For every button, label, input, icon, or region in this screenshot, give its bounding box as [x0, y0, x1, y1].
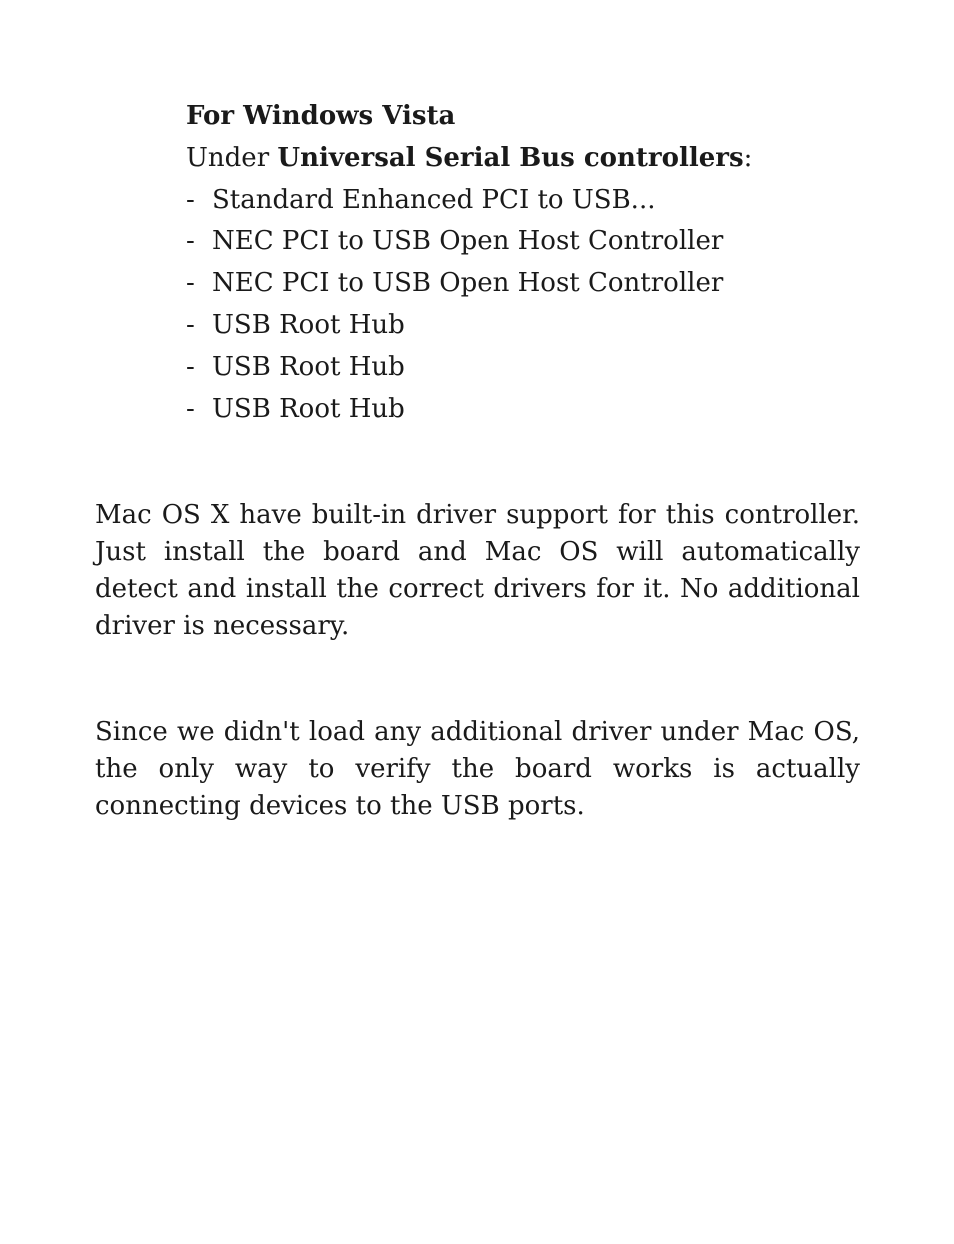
list-item-text: NEC PCI to USB Open Host Controller — [212, 268, 724, 299]
list-bullet: - — [186, 184, 195, 215]
list-item — [186, 347, 866, 389]
list-bullet: - — [186, 351, 195, 382]
list-bullet: - — [186, 226, 195, 257]
under-prefix: Under — [186, 142, 278, 173]
windows-vista-section — [186, 96, 866, 430]
list-item — [186, 180, 866, 222]
list-item-text: USB Root Hub — [212, 393, 405, 424]
usb-controllers-category: Universal Serial Bus controllers — [277, 142, 744, 173]
vista-heading: For Windows Vista — [186, 101, 456, 131]
usb-controllers-line — [186, 138, 866, 180]
list-item — [186, 263, 866, 305]
list-item — [186, 305, 866, 347]
list-item — [186, 389, 866, 431]
verify-paragraph: Since we didn't load any additional driver under Mac OS, the only way to verify the board works is actually connecting devices to the USB ports. — [95, 717, 860, 821]
list-bullet: - — [186, 309, 195, 340]
list-bullet: - — [186, 268, 195, 299]
list-item-text: Standard Enhanced PCI to USB... — [212, 184, 656, 215]
list-item — [186, 221, 866, 263]
list-item-text: NEC PCI to USB Open Host Controller — [212, 226, 724, 257]
list-item-text: USB Root Hub — [212, 309, 405, 340]
usb-device-list — [186, 180, 866, 431]
list-item-text: USB Root Hub — [212, 351, 405, 382]
list-bullet: - — [186, 393, 195, 424]
under-suffix: : — [743, 142, 753, 173]
mac-os-paragraph: Mac OS X have built-in driver support for this controller. Just install the board and Mac OS will automatically detect and install the correct drivers for it. No additional driver is necessary. — [95, 500, 860, 641]
